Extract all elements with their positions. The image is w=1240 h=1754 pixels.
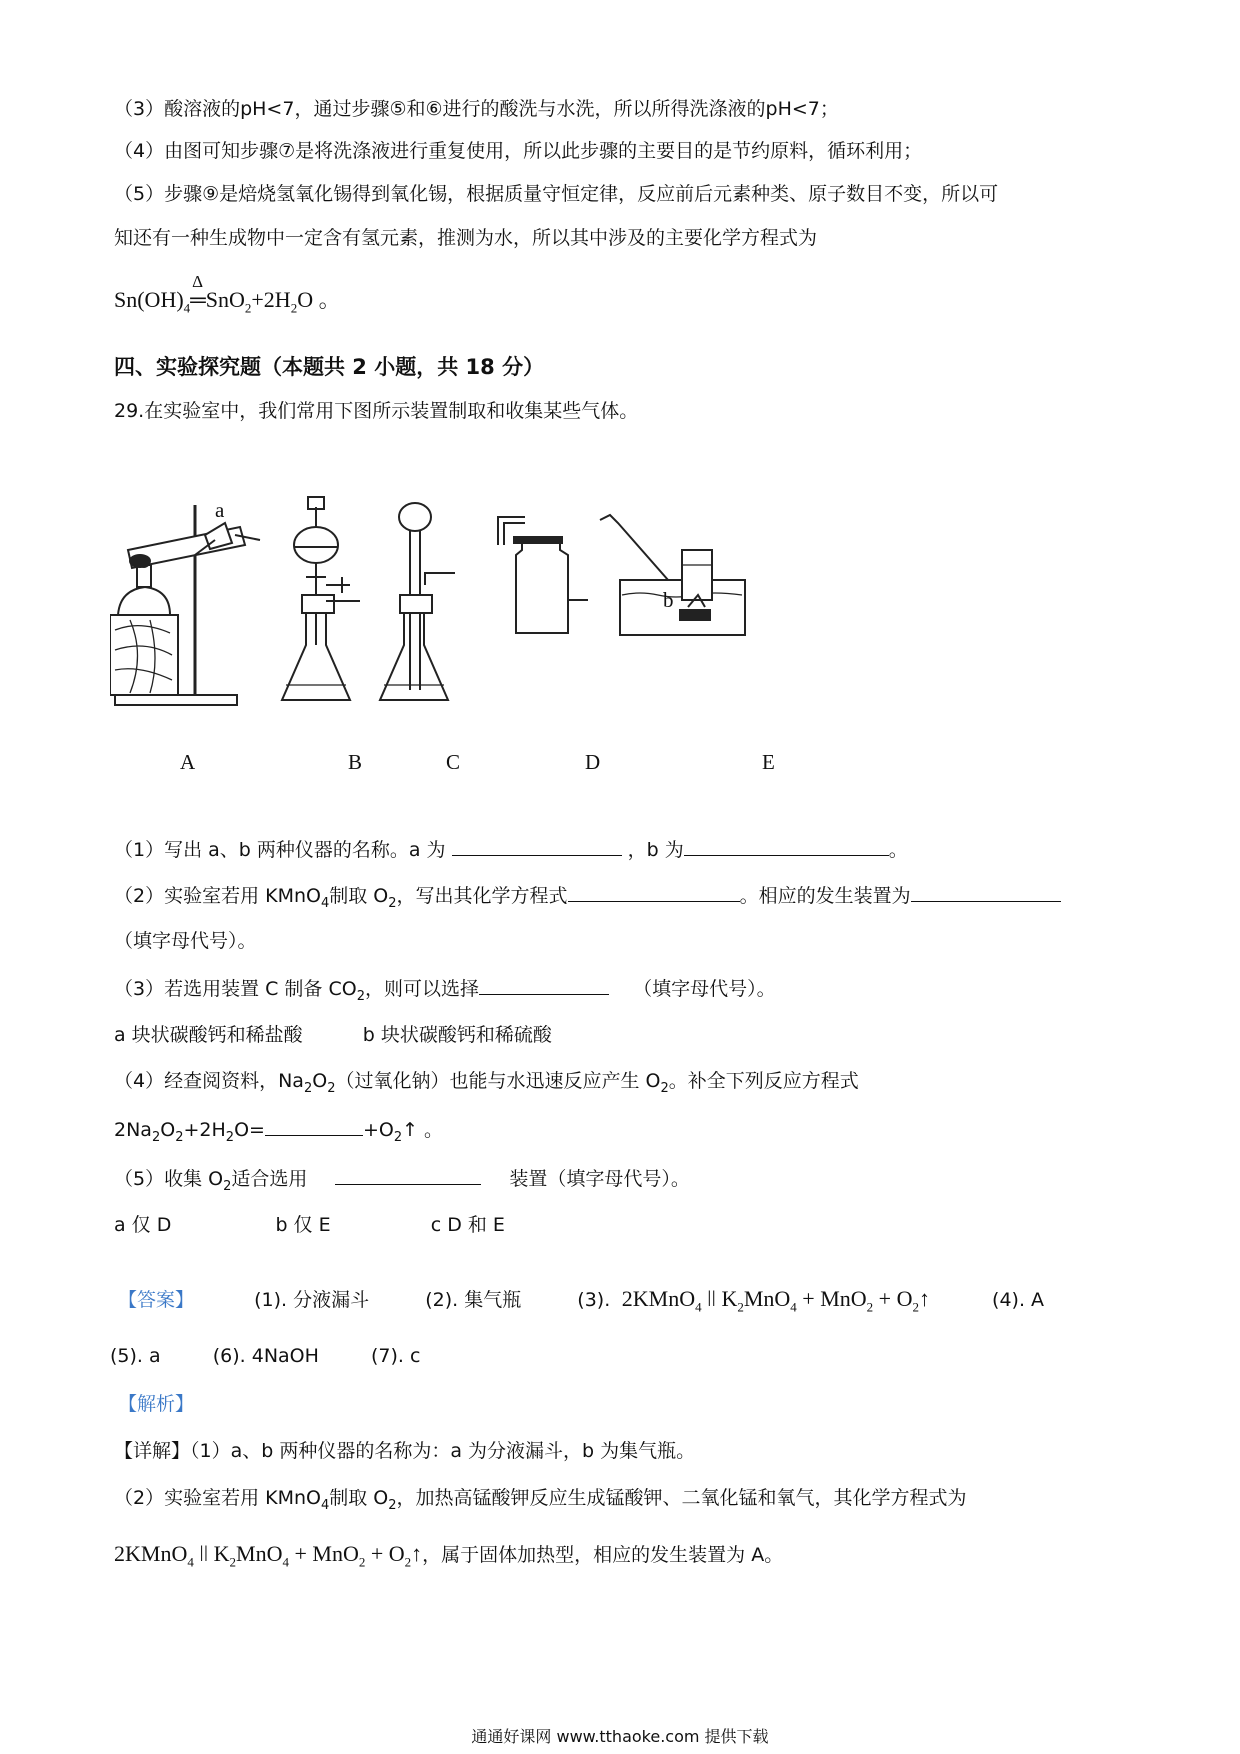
q3-option-a: a 块状碳酸钙和稀盐酸 bbox=[114, 1024, 303, 1046]
analysis-equation: 2KMnO$_4$ ǀǀ $K_2MnO_4 + MnO_2$ + $O_2↑$ bbox=[114, 1541, 423, 1570]
text-line: （3）酸溶液的pH<7，通过步骤⑤和⑥进行的酸洗与水洗，所以所得洗涤液的pH<7； bbox=[114, 98, 839, 120]
answer-5: (5). a bbox=[110, 1345, 161, 1367]
answer-blank-7[interactable] bbox=[335, 1164, 481, 1185]
q3-text-c: （填字母代号）。 bbox=[633, 978, 776, 1000]
question-3-options bbox=[114, 1021, 552, 1049]
answer-4: (4). A bbox=[992, 1289, 1045, 1311]
text-line: 知还有一种生成物中一定含有氢元素，推测为水，所以其中涉及的主要化学方程式为 bbox=[114, 227, 818, 249]
figure-label-e: E bbox=[762, 750, 775, 774]
question-5-options bbox=[114, 1211, 505, 1239]
figure-label-d: D bbox=[585, 750, 601, 774]
q3-text-a: （3）若选用装置 C 制备 CO bbox=[114, 978, 357, 1000]
d2-text-a: （2）实验室若用 KMnO bbox=[114, 1487, 321, 1509]
answer-blank-5[interactable] bbox=[479, 974, 609, 995]
figure-label-a: A bbox=[180, 750, 196, 774]
q4-text-b: O bbox=[312, 1070, 328, 1092]
d2-text-c: ，加热高锰酸钾反应生成锰酸钾、二氧化锰和氧气，其化学方程式为 bbox=[396, 1487, 967, 1509]
label-part-b: b bbox=[663, 588, 674, 612]
q4-eq-f: ↑ 。 bbox=[402, 1119, 444, 1141]
apparatus-d bbox=[498, 517, 588, 633]
answer-6: (6). 4NaOH bbox=[212, 1345, 319, 1367]
q2-text-b: 制取 O bbox=[329, 885, 389, 907]
d2-text-d: ，属于固体加热型，相应的发生装置为 A。 bbox=[422, 1544, 784, 1566]
q5-text-b: 适合选用 bbox=[231, 1168, 308, 1190]
question-2: （2）实验室若用 KMnO$_4$制取 $O_2$，写出其化学方程式 。相应的发生装置为 bbox=[114, 881, 1061, 918]
answer-blank-4[interactable] bbox=[911, 881, 1061, 902]
question-4-equation: $2Na_2O_2+2H_2O=$ $+O_2↑$ 。 bbox=[114, 1115, 443, 1152]
q5-text-a: （5）收集 O bbox=[114, 1168, 224, 1190]
q4-text-a: （4）经查阅资料，Na bbox=[114, 1070, 304, 1092]
q1-text-c: 。 bbox=[888, 839, 908, 861]
answer-blank-1[interactable] bbox=[452, 835, 622, 856]
equation-sn: $Sn(OH)_4$ Δ $═SnO_2+2H_2O$ 。 bbox=[114, 286, 341, 322]
answer-blank-3[interactable] bbox=[568, 881, 740, 902]
delta-symbol: Δ bbox=[192, 272, 204, 291]
q4-text-c: （过氧化钠）也能与水迅速反应产生 O bbox=[335, 1070, 661, 1092]
q5-text-c: 装置（填字母代号）。 bbox=[509, 1168, 690, 1190]
question-4: （4）经查阅资料，$Na_2O_2$（过氧化钠）也能与水迅速反应产生 $O_2$。补全下列反应方程式 bbox=[114, 1070, 859, 1096]
apparatus-b bbox=[282, 497, 360, 700]
figure-label-c: C bbox=[446, 750, 461, 774]
answer-line-1 bbox=[118, 1285, 1044, 1321]
text-line: （4）由图可知步骤⑦是将洗涤液进行重复使用，所以此步骤的主要目的是节约原料，循环利用； bbox=[114, 140, 923, 162]
q5-option-b: b 仅 E bbox=[275, 1214, 331, 1236]
question-5: （5）收集 $O_2$适合选用 装置（填字母代号）。 bbox=[114, 1164, 690, 1201]
q3-text-b: ，则可以选择 bbox=[364, 978, 479, 1000]
answer-2: (2). 集气瓶 bbox=[425, 1289, 522, 1311]
figure-label-b: B bbox=[348, 750, 363, 774]
apparatus-a bbox=[110, 505, 260, 705]
q2-text-a: （2）实验室若用 KMnO bbox=[114, 885, 321, 907]
answer-blank-6[interactable] bbox=[265, 1115, 363, 1136]
q4-eq-a: 2Na bbox=[114, 1119, 152, 1141]
q1-text-a: （1）写出 a、b 两种仪器的名称。a 为 bbox=[114, 839, 446, 861]
q2-text-c: ，写出其化学方程式 bbox=[396, 885, 568, 907]
analysis-tag: 【解析】 bbox=[118, 1393, 195, 1415]
answer-3-equation: 2KMnO$_4$ ǀǀ $K_2MnO_4 + MnO_2$ + $O_2↑$ bbox=[616, 1286, 930, 1315]
analysis-detail-2: （2）实验室若用 KMnO$_4$制取 $O_2$，加热高锰酸钾反应生成锰酸钾、二氧化锰和氧气，其化学方程式为 bbox=[114, 1487, 967, 1513]
answer-7: (7). c bbox=[371, 1345, 421, 1367]
question-stem: 29.在实验室中，我们常用下图所示装置制取和收集某些气体。 bbox=[114, 400, 639, 422]
q1-text-b: ，b 为 bbox=[627, 839, 684, 861]
apparatus-e bbox=[600, 515, 745, 635]
section-title: 四、实验探究题（本题共 2 小题，共 18 分） bbox=[114, 355, 545, 379]
text-line: （5）步骤⑨是焙烧氢氧化锡得到氧化锡，根据质量守恒定律，反应前后元素种类、原子数目不变，所以可 bbox=[114, 183, 999, 205]
d2-text-b: 制取 O bbox=[329, 1487, 389, 1509]
q5-option-a: a 仅 D bbox=[114, 1214, 172, 1236]
q4-text-d: 。补全下列反应方程式 bbox=[668, 1070, 859, 1092]
answer-1: (1). 分液漏斗 bbox=[254, 1289, 370, 1311]
label-part-a: a bbox=[215, 498, 225, 522]
q2-text-d: 。相应的发生装置为 bbox=[739, 885, 911, 907]
q3-option-b: b 块状碳酸钙和稀硫酸 bbox=[362, 1024, 552, 1046]
q4-eq-b: O bbox=[160, 1119, 176, 1141]
answer-3: (3). bbox=[577, 1289, 611, 1311]
q4-eq-e: +O bbox=[362, 1119, 394, 1141]
analysis-detail-1: 【详解】（1）a、b 两种仪器的名称为：a 为分液漏斗，b 为集气瓶。 bbox=[114, 1440, 696, 1462]
q4-eq-c: +2H bbox=[183, 1119, 226, 1141]
q5-option-c: c D 和 E bbox=[430, 1214, 505, 1236]
page-footer: 通通好课网 www.tthaoke.com 提供下载 bbox=[471, 1727, 769, 1746]
question-1 bbox=[114, 835, 908, 864]
question-2-cont: （填字母代号）。 bbox=[114, 930, 257, 952]
q4-eq-d: O= bbox=[234, 1119, 265, 1141]
answer-tag: 【答案】 bbox=[118, 1289, 195, 1311]
analysis-detail-2-cont bbox=[114, 1540, 783, 1576]
answer-blank-2[interactable] bbox=[684, 835, 889, 856]
answer-line-2 bbox=[110, 1342, 420, 1370]
question-3: （3）若选用装置 C 制备 $CO_2$，则可以选择 （填字母代号）。 bbox=[114, 974, 776, 1011]
apparatus-figure bbox=[110, 495, 870, 720]
apparatus-c bbox=[380, 503, 455, 700]
